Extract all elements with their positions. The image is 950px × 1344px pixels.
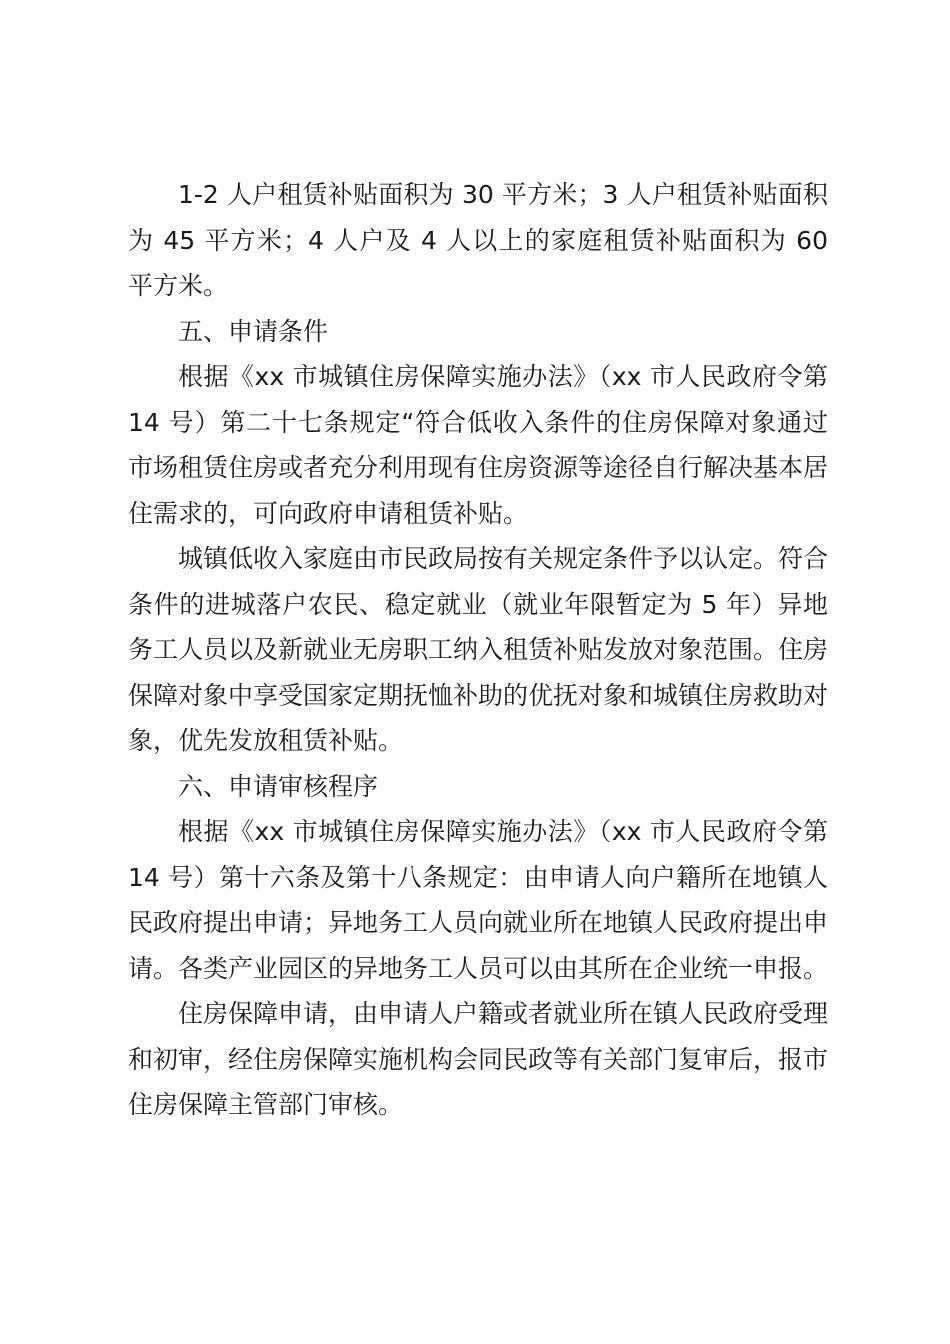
paragraph-rental-area: 1-2 人户租赁补贴面积为 30 平方米；3 人户租赁补贴面积为 45 平方米；4 人户及 4 人以上的家庭租赁补贴面积为 60 平方米。 (128, 180, 828, 300)
paragraph-regulation-article-27: 根据《xx 市城镇住房保障实施办法》（xx 市人民政府令第 14 号）第二十七条规定“符合低收入条件的住房保障对象通过市场租赁住房或者充分利用现有住房资源等途径自行解决基本居住需求的，可向政府申请租赁补贴。 (128, 362, 829, 528)
paragraph-review-process: 住房保障申请，由申请人户籍或者就业所在镇人民政府受理和初审，经住房保障实施机构会同民政等有关部门复审后，报市住房保障主管部门审核。 (128, 999, 829, 1119)
paragraph-eligibility: 城镇低收入家庭由市民政局按有关规定条件予以认定。符合条件的进城落户农民、稳定就业（就业年限暂定为 5 年）异地务工人员以及新就业无房职工纳入租赁补贴发放对象范围。住房保障对象中享受国家定期抚恤补助的优抚对象和城镇住房救助对象，优先发放租赁补贴。 (128, 544, 829, 755)
section-heading-application-conditions: 五、申请条件 (178, 316, 329, 346)
document-body (128, 172, 828, 1128)
paragraph-regulation-article-16-18: 根据《xx 市城镇住房保障实施办法》（xx 市人民政府令第 14 号）第十六条及第十八条规定：由申请人向户籍所在地镇人民政府提出申请；异地务工人员向就业所在地镇人民政府提出申请。各类产业园区的异地务工人员可以由其所在企业统一申报。 (128, 817, 829, 983)
section-heading-review-procedure: 六、申请审核程序 (178, 771, 379, 801)
